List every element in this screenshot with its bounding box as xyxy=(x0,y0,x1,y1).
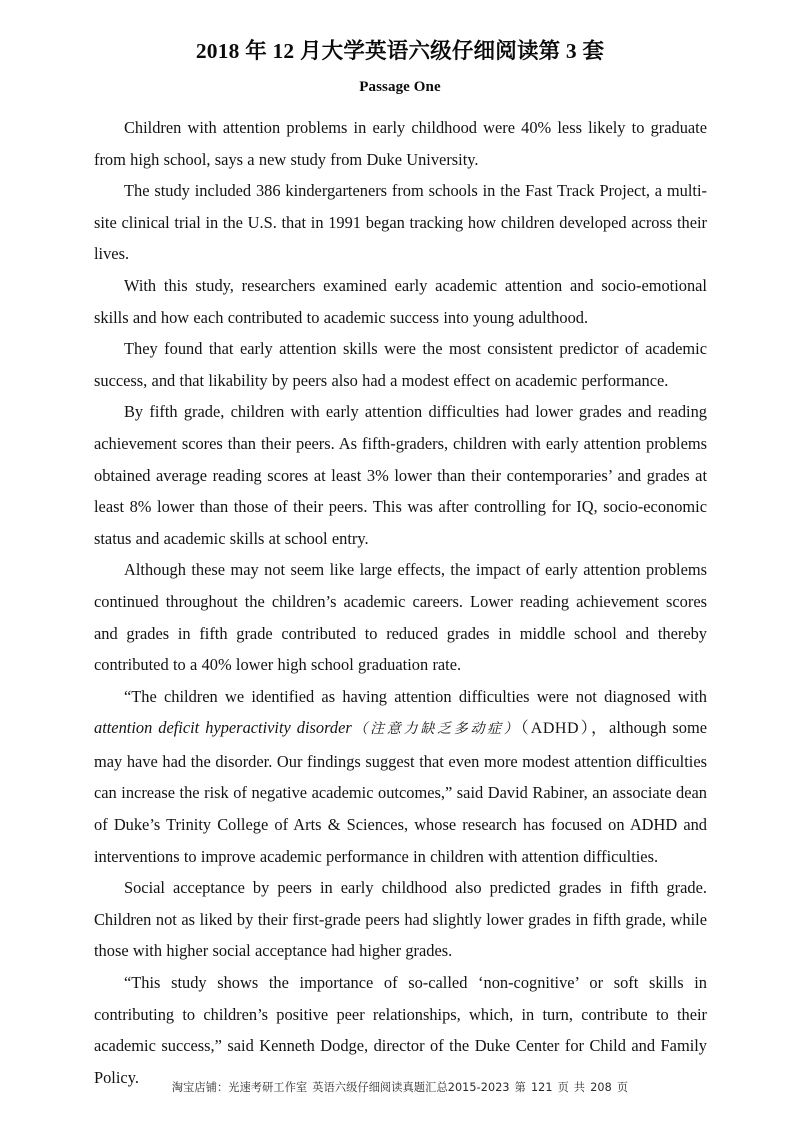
quote-tail-text: ，although some may have had the disorder. Our findings suggest that even more modest attention difficulties can increase the risk of negative academic outcomes,” said David Rabiner, an associate dean of Duke’s Trinity College of Arts & Sciences, whose research has focused on ADHD and interventions to improve academic performance in children with attention difficulties. xyxy=(94,718,708,866)
paragraph: With this study, researchers examined early academic attention and socio-emotional skills and how each contributed to academic success into young adulthood. xyxy=(94,275,707,327)
footer-collection-label: 英语六级仔细阅读真题汇总2015-2023 xyxy=(312,1081,510,1094)
chinese-gloss: （注意力缺乏多动症） xyxy=(351,721,521,738)
page-title: 2018 年 12 月大学英语六级仔细阅读第 3 套 xyxy=(195,39,605,63)
footer-total-unit: 页 xyxy=(616,1081,629,1094)
footer-total-prefix: 共 xyxy=(573,1081,586,1094)
adhd-abbreviation: （ADHD） xyxy=(520,720,591,738)
paragraph: Social acceptance by peers in early childhood also predicted grades in fifth grade. Children not as liked by their first-grade peers had slightly lower grades in fifth grade, while those with higher social acceptance had higher grades. xyxy=(94,878,707,961)
footer-page-prefix: 第 xyxy=(514,1081,526,1094)
paragraph: The study included 386 kindergarteners from schools in the Fast Track Project, a multi-site clinical trial in the U.S. that in 1991 began tracking how children developed across their lives. xyxy=(94,181,707,264)
paragraph-adhd-quote xyxy=(94,681,707,873)
italic-medical-term: attention deficit hyperactivity disorder xyxy=(94,718,352,738)
page-footer xyxy=(0,1079,800,1095)
footer-page-unit: 页 xyxy=(557,1081,569,1094)
paragraph: By fifth grade, children with early attention difficulties had lower grades and reading achievement scores than their peers. As fifth-graders, children with early attention problems obtained average reading scores at least 3% lower than their contemporaries’ and grades at least 8% lower than those of their peers. This was after controlling for IQ, socio-economic status and academic skills at school entry. xyxy=(94,402,707,548)
paragraph: “This study shows the importance of so-called ‘non-cognitive’ or soft skills in contributing to children’s positive peer relationships, which, in turn, contribute to their academic success,” said Kenneth Dodge, director of the Duke Center for Child and Family Policy. xyxy=(94,973,707,1087)
passage-heading: Passage One xyxy=(359,79,441,95)
paragraph: They found that early attention skills were the most consistent predictor of academic success, and that likability by peers also had a modest effect on academic performance. xyxy=(94,339,707,390)
paragraph: Although these may not seem like large effects, the impact of early attention problems continued throughout the children’s academic careers. Lower reading achievement scores and grades in fifth grade contributed to reduced grades in middle school and thereby contributed to a 40% lower high school graduation rate. xyxy=(94,560,707,675)
passage-body xyxy=(94,112,707,1093)
footer-total-pages: 208 xyxy=(590,1081,612,1094)
quote-lead-text: “The children we identified as having attention difficulties were not diagnosed with xyxy=(124,686,707,706)
footer-page-number: 121 xyxy=(530,1081,553,1094)
paragraph: Children with attention problems in early childhood were 40% less likely to graduate from high school, says a new study from Duke University. xyxy=(94,118,707,169)
footer-shop-label: 淘宝店铺：光速考研工作室 xyxy=(171,1081,308,1094)
